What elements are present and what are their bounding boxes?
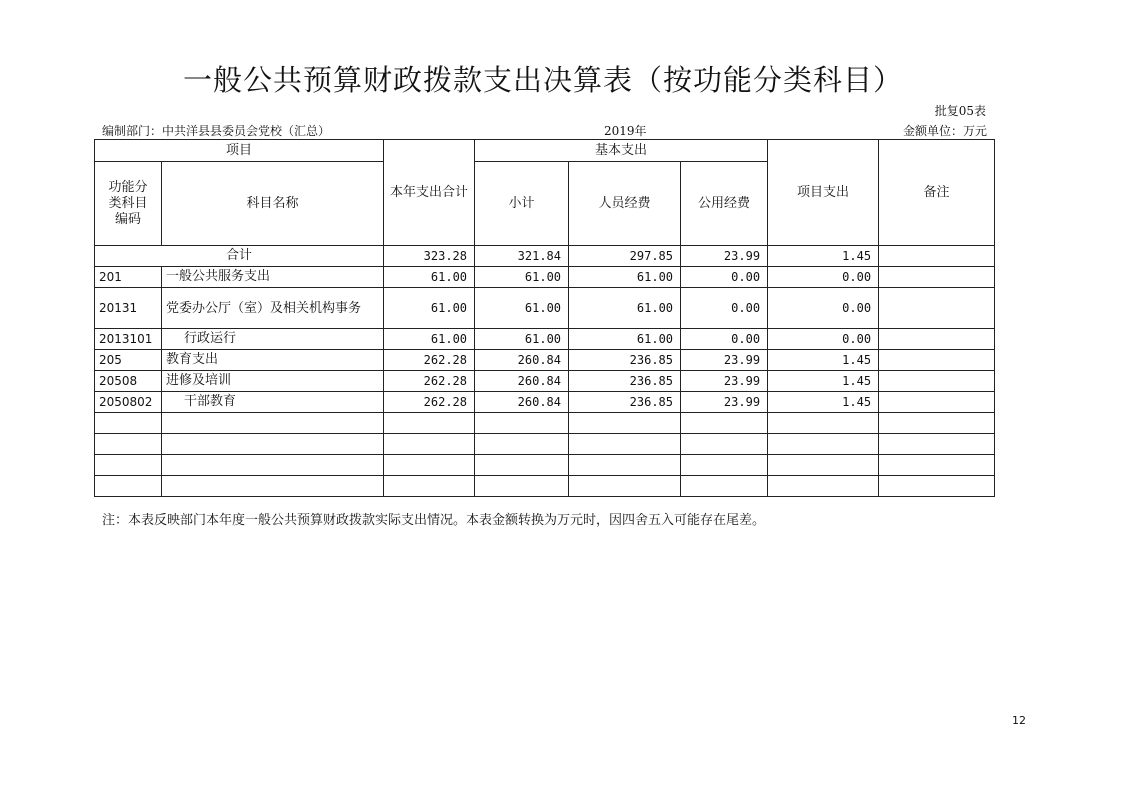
table-row: [95, 329, 995, 350]
row-code: 20131: [95, 288, 162, 329]
row-total: 262.28: [384, 392, 475, 413]
row-public: 23.99: [681, 371, 768, 392]
row-personnel: 61.00: [569, 288, 681, 329]
total-remark-cell: [879, 246, 995, 267]
table-row: [95, 392, 995, 413]
row-subtotal: 260.84: [475, 392, 569, 413]
row-name: 进修及培训: [162, 371, 384, 392]
row-code: 205: [95, 350, 162, 371]
row-project: 1.45: [768, 350, 879, 371]
row-code: 2013101: [95, 329, 162, 350]
total-row: [95, 246, 995, 267]
empty-row: [95, 455, 995, 476]
unit-label: 金额单位：万元: [902, 124, 987, 138]
page-number: 12: [1012, 714, 1026, 727]
row-project: 0.00: [768, 267, 879, 288]
total-cell: 323.28: [384, 246, 475, 267]
row-public: 23.99: [681, 350, 768, 371]
row-remark: [879, 267, 995, 288]
row-total: 262.28: [384, 350, 475, 371]
header-project: 项目: [95, 140, 384, 162]
expenditure-table: [94, 139, 995, 497]
total-label: 合计: [95, 246, 384, 267]
row-subtotal: 61.00: [475, 267, 569, 288]
row-remark: [879, 350, 995, 371]
row-public: 23.99: [681, 392, 768, 413]
header-public: 公用经费: [681, 162, 768, 246]
year-label: 2019年: [604, 124, 647, 138]
row-project: 1.45: [768, 371, 879, 392]
row-name: 行政运行: [162, 329, 384, 350]
header-total: 本年支出合计: [384, 140, 475, 246]
row-public: 0.00: [681, 329, 768, 350]
row-total: 61.00: [384, 267, 475, 288]
total-personnel-cell: 297.85: [569, 246, 681, 267]
row-subtotal: 61.00: [475, 288, 569, 329]
meta-row: [102, 122, 987, 138]
row-subtotal: 260.84: [475, 371, 569, 392]
row-project: 1.45: [768, 392, 879, 413]
header-code: 功能分类科目编码: [95, 162, 162, 246]
table-row: [95, 350, 995, 371]
row-remark: [879, 371, 995, 392]
row-code: 2050802: [95, 392, 162, 413]
total-public-cell: 23.99: [681, 246, 768, 267]
row-personnel: 236.85: [569, 371, 681, 392]
header-basic: 基本支出: [475, 140, 768, 162]
table-row: [95, 267, 995, 288]
row-project: 0.00: [768, 329, 879, 350]
header-remark: 备注: [879, 140, 995, 246]
row-project: 0.00: [768, 288, 879, 329]
row-total: 61.00: [384, 329, 475, 350]
header-subtotal: 小计: [475, 162, 569, 246]
empty-row: [95, 413, 995, 434]
row-public: 0.00: [681, 288, 768, 329]
total-subtotal-cell: 321.84: [475, 246, 569, 267]
table-note: 注：本表反映部门本年度一般公共预算财政拨款实际支出情况。本表金额转换为万元时，因四舍五入可能存在尾差。: [102, 513, 766, 528]
row-total: 61.00: [384, 288, 475, 329]
row-remark: [879, 392, 995, 413]
row-name: 一般公共服务支出: [162, 267, 384, 288]
row-code: 20508: [95, 371, 162, 392]
row-total: 262.28: [384, 371, 475, 392]
empty-row: [95, 476, 995, 497]
page-title: 一般公共预算财政拨款支出决算表（按功能分类科目）: [182, 63, 903, 97]
table-row: [95, 371, 995, 392]
row-personnel: 236.85: [569, 350, 681, 371]
row-subtotal: 61.00: [475, 329, 569, 350]
row-code: 201: [95, 267, 162, 288]
total-project-cell: 1.45: [768, 246, 879, 267]
row-name: 教育支出: [162, 350, 384, 371]
table-row: [95, 288, 995, 329]
row-remark: [879, 288, 995, 329]
empty-row: [95, 434, 995, 455]
row-name: 党委办公厅（室）及相关机构事务: [162, 288, 384, 329]
row-personnel: 61.00: [569, 329, 681, 350]
row-personnel: 61.00: [569, 267, 681, 288]
row-subtotal: 260.84: [475, 350, 569, 371]
row-public: 0.00: [681, 267, 768, 288]
row-personnel: 236.85: [569, 392, 681, 413]
header-personnel: 人员经费: [569, 162, 681, 246]
row-name: 干部教育: [162, 392, 384, 413]
department-label: 编制部门：中共洋县县委员会党校（汇总）: [102, 124, 331, 138]
header-name: 科目名称: [162, 162, 384, 246]
form-number: 批复05表: [934, 104, 986, 118]
header-project-expense: 项目支出: [768, 140, 879, 246]
row-remark: [879, 329, 995, 350]
